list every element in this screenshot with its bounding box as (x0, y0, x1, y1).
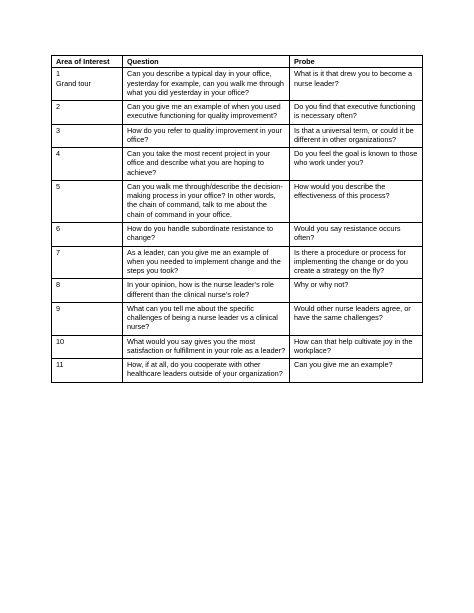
question-cell: How do you handle subordinate resistance to change? (123, 222, 290, 246)
probe-cell: Is that a universal term, or could it be different in other organizations? (290, 124, 423, 148)
table-row (52, 279, 423, 303)
question-cell: In your opinion, how is the nurse leader’s role different than the clinical nurse’s role? (123, 279, 290, 303)
table-row (52, 68, 423, 101)
table-row (52, 359, 423, 383)
area-name: Grand tour (56, 78, 91, 88)
area-cell: 3 (52, 124, 123, 148)
area-number: 1 (56, 69, 61, 79)
probe-cell: Would you say resistance occurs often? (290, 222, 423, 246)
question-cell: Can you describe a typical day in your office, yesterday for example, can you walk me through what you did yesterday in your office? (123, 68, 290, 101)
area-cell (52, 68, 123, 101)
header-probe: Probe (290, 56, 423, 68)
question-cell: Can you take the most recent project in your office and describe what you are hoping to achieve? (123, 148, 290, 181)
probe-cell: Do you feel the goal is known to those who work under you? (290, 148, 423, 181)
table-header-row (52, 56, 423, 68)
header-question: Question (123, 56, 290, 68)
question-cell: As a leader, can you give me an example of when you needed to implement change and the steps you took? (123, 246, 290, 279)
probe-cell: Can you give me an example? (290, 359, 423, 383)
area-cell: 2 (52, 101, 123, 125)
question-cell: How do you refer to quality improvement in your office? (123, 124, 290, 148)
question-cell: Can you walk me through/describe the decision-making process in your office? In other words, the chain of command, talk to me about the chain of command in your office. (123, 180, 290, 222)
table-row (52, 335, 423, 359)
area-cell: 7 (52, 246, 123, 279)
area-cell: 6 (52, 222, 123, 246)
probe-cell: Do you find that executive functioning is necessary often? (290, 101, 423, 125)
table-row (52, 246, 423, 279)
probe-cell: How can that help cultivate joy in the workplace? (290, 335, 423, 359)
question-cell: Can you give me an example of when you used executive functioning for quality improvement? (123, 101, 290, 125)
table-row (52, 180, 423, 222)
header-area-of-interest: Area of Interest (52, 56, 123, 68)
probe-cell: Why or why not? (290, 279, 423, 303)
area-cell: 8 (52, 279, 123, 303)
probe-cell: Would other nurse leaders agree, or have the same challenges? (290, 302, 423, 335)
area-cell: 5 (52, 180, 123, 222)
table-row (52, 222, 423, 246)
area-cell: 9 (52, 302, 123, 335)
question-cell: How, if at all, do you cooperate with other healthcare leaders outside of your organization? (123, 359, 290, 383)
area-cell: 4 (52, 148, 123, 181)
table-row (52, 148, 423, 181)
probe-cell: Is there a procedure or process for implementing the change or do you create a strategy on the fly? (290, 246, 423, 279)
area-cell: 10 (52, 335, 123, 359)
question-cell: What can you tell me about the specific challenges of being a nurse leader vs a clinical nurse? (123, 302, 290, 335)
table-row (52, 124, 423, 148)
area-cell: 11 (52, 359, 123, 383)
probe-cell: How would you describe the effectiveness of this process? (290, 180, 423, 222)
question-cell: What would you say gives you the most satisfaction or fulfillment in your role as a leader? (123, 335, 290, 359)
probe-cell: What is it that drew you to become a nurse leader? (290, 68, 423, 101)
interview-guide-table (51, 55, 423, 383)
table-row (52, 302, 423, 335)
table-row (52, 101, 423, 125)
